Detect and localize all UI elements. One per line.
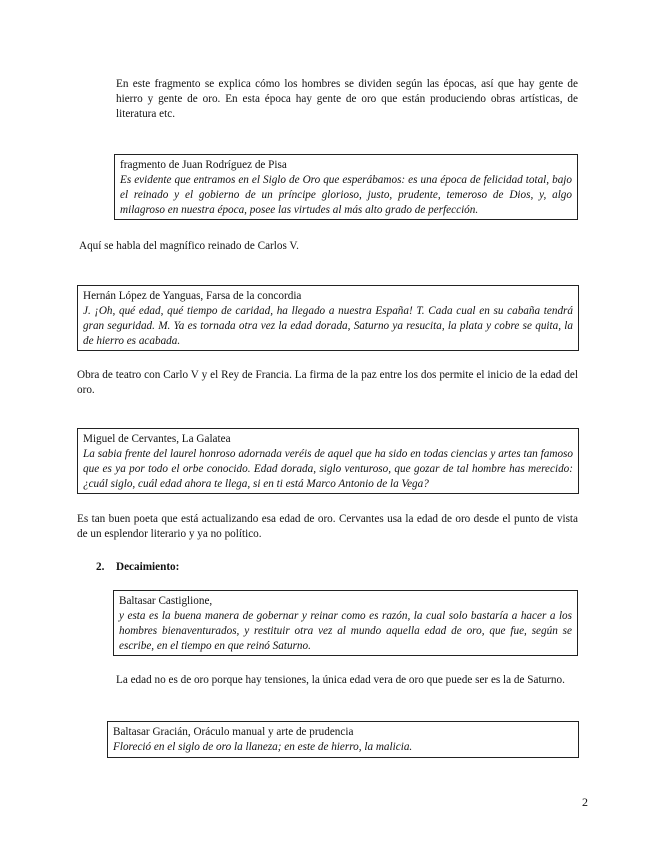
- intro-paragraph: En este fragmento se explica cómo los hombres se dividen según las épocas, así que hay gente de hierro y gente de oro. En esta época hay gente de oro que están produciendo obras artísticas, de literatura etc.: [116, 78, 578, 120]
- quote-text: Floreció en el siglo de oro la llaneza; en este de hierro, la malicia.: [113, 741, 413, 753]
- quote-box-gracian: [107, 721, 579, 758]
- section-title: Decaimiento:: [116, 561, 180, 573]
- quote-source: Baltasar Castiglione,: [119, 595, 213, 607]
- quote-box-rodriguez-de-pisa: [114, 154, 578, 220]
- quote-source: fragmento de Juan Rodríguez de Pisa: [120, 159, 287, 171]
- section-heading: [96, 560, 396, 575]
- quote-source: Baltasar Gracián, Oráculo manual y arte de prudencia: [113, 726, 354, 738]
- comment-saturno: La edad no es de oro porque hay tensiones, la única edad vera de oro que puede ser es la de Saturno.: [116, 674, 565, 686]
- comment-carlos-v: Aquí se habla del magnífico reinado de Carlos V.: [79, 240, 299, 252]
- quote-text: J. ¡Oh, qué edad, qué tiempo de caridad, ha llegado a nuestra España! T. Cada cual en su cabaña tendrá gran seguridad. M. Ya es tornada otra vez la edad dorada, Saturno ya resucita, la plata y cobre se quita, la de hierro es acabada.: [83, 305, 573, 347]
- quote-text: La sabia frente del laurel honroso adornada veréis de aquel que ha sido en todas ciencias y artes tan famoso que es ya por todo el orbe conocido. Edad dorada, siglo venturoso, que gozar de tal hombre has merecido: ¿cuál siglo, cuál edad ahora te llega, si en ti está Marco Antonio de la Vega?: [83, 448, 573, 490]
- section-number: 2.: [96, 561, 105, 573]
- page-number: 2: [582, 795, 588, 809]
- quote-box-castiglione: [113, 590, 578, 656]
- quote-text: y esta es la buena manera de gobernar y reinar como es razón, la cual solo bastaría a hacer a los hombres bienaventurados, y restituir otra vez al mundo aquella edad de oro, que fue, según se escribe, en el tiempo en que reinó Saturno.: [119, 610, 572, 652]
- quote-source: Hernán López de Yanguas, Farsa de la concordia: [83, 290, 302, 302]
- quote-text: Es evidente que entramos en el Siglo de Oro que esperábamos: es una época de felicidad total, bajo el reinado y el gobierno de un príncipe glorioso, justo, prudente, temeroso de Dios, y, algo milagroso en nuestra época, posee las virtudes al más alto grado de perfección.: [120, 174, 572, 216]
- comment-obra-de-teatro: Obra de teatro con Carlo V y el Rey de Francia. La firma de la paz entre los dos permite el inicio de la edad del oro.: [77, 369, 578, 396]
- quote-box-lopez-de-yanguas: [77, 285, 579, 351]
- quote-box-cervantes: [77, 428, 579, 494]
- quote-source: Miguel de Cervantes, La Galatea: [83, 433, 231, 445]
- comment-cervantes: Es tan buen poeta que está actualizando esa edad de oro. Cervantes usa la edad de oro desde el punto de vista de un esplendor literario y ya no político.: [77, 513, 578, 540]
